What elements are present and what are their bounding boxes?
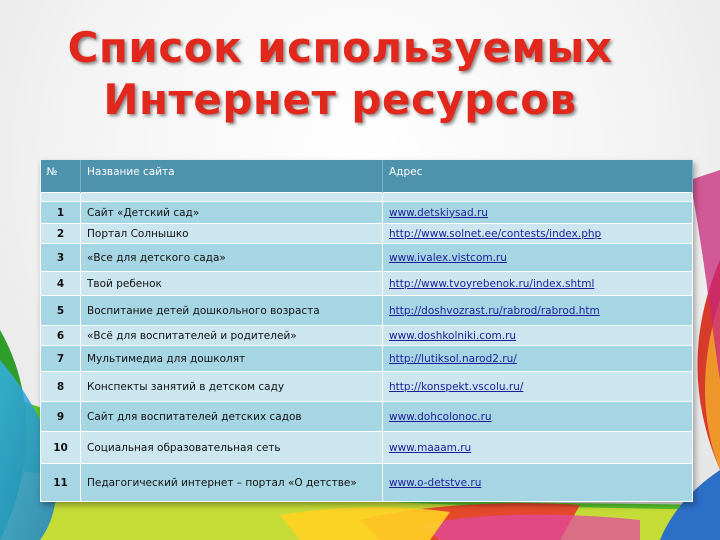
row-url-link[interactable]: www.o-detstve.ru — [389, 476, 482, 489]
table-row — [41, 272, 693, 296]
row-url-link[interactable]: www.maaam.ru — [389, 441, 472, 454]
row-address-cell — [383, 432, 693, 464]
row-url-link[interactable]: www.doshkolniki.com.ru — [389, 329, 517, 342]
page-title — [40, 22, 640, 126]
row-number: 8 — [41, 372, 81, 402]
header-address: Адрес — [383, 160, 693, 193]
table-header-row — [41, 160, 693, 193]
row-number: 6 — [41, 326, 81, 346]
row-site-name: Сайт для воспитателей детских садов — [81, 402, 383, 432]
row-url-link[interactable]: www.dohcolonoc.ru — [389, 410, 492, 423]
row-site-name: Социальная образовательная сеть — [81, 432, 383, 464]
bottom-yellow-streak — [280, 507, 450, 540]
row-number: 9 — [41, 402, 81, 432]
row-address-cell — [383, 402, 693, 432]
row-url-link[interactable]: http://doshvozrast.ru/rabrod/rabrod.htm — [389, 304, 600, 317]
row-site-name: Педагогический интернет – портал «О детстве» — [81, 464, 383, 502]
title-line-1: Список используемых — [67, 23, 613, 72]
row-number: 3 — [41, 244, 81, 272]
row-site-name: Сайт «Детский сад» — [81, 202, 383, 224]
resources-table — [40, 160, 693, 502]
row-url-link[interactable]: http://lutiksol.narod2.ru/ — [389, 352, 517, 365]
table-row — [41, 244, 693, 272]
row-address-cell — [383, 464, 693, 502]
table-row — [41, 464, 693, 502]
row-address-cell — [383, 272, 693, 296]
row-address-cell — [383, 224, 693, 244]
row-site-name: Портал Солнышко — [81, 224, 383, 244]
title-line-2: Интернет ресурсов — [103, 75, 577, 124]
row-address-cell — [383, 372, 693, 402]
table-row — [41, 202, 693, 224]
table-row — [41, 346, 693, 372]
row-address-cell — [383, 296, 693, 326]
row-number: 5 — [41, 296, 81, 326]
row-number: 1 — [41, 202, 81, 224]
row-site-name: Мультимедиа для дошколят — [81, 346, 383, 372]
row-site-name: «Все для детского сада» — [81, 244, 383, 272]
row-number: 10 — [41, 432, 81, 464]
row-url-link[interactable]: http://www.solnet.ee/contests/index.php — [389, 227, 602, 240]
row-site-name: Твой ребенок — [81, 272, 383, 296]
row-address-cell — [383, 346, 693, 372]
row-number: 11 — [41, 464, 81, 502]
row-address-cell — [383, 326, 693, 346]
row-number: 7 — [41, 346, 81, 372]
row-url-link[interactable]: http://konspekt.vscolu.ru/ — [389, 380, 524, 393]
row-site-name: Конспекты занятий в детском саду — [81, 372, 383, 402]
table-row — [41, 224, 693, 244]
table-row — [41, 402, 693, 432]
table-row — [41, 432, 693, 464]
row-address-cell — [383, 202, 693, 224]
row-url-link[interactable]: www.detskiysad.ru — [389, 206, 488, 219]
row-url-link[interactable]: www.ivalex.vistcom.ru — [389, 251, 507, 264]
table-row — [41, 326, 693, 346]
row-site-name: «Всё для воспитателей и родителей» — [81, 326, 383, 346]
row-address-cell — [383, 244, 693, 272]
row-url-link[interactable]: http://www.tvoyrebenok.ru/index.shtml — [389, 277, 595, 290]
row-number: 4 — [41, 272, 81, 296]
row-site-name: Воспитание детей дошкольного возраста — [81, 296, 383, 326]
table-row — [41, 372, 693, 402]
table-row — [41, 296, 693, 326]
header-number: № — [41, 160, 81, 193]
table-spacer-row — [41, 193, 693, 202]
header-site-name: Название сайта — [81, 160, 383, 193]
row-number: 2 — [41, 224, 81, 244]
